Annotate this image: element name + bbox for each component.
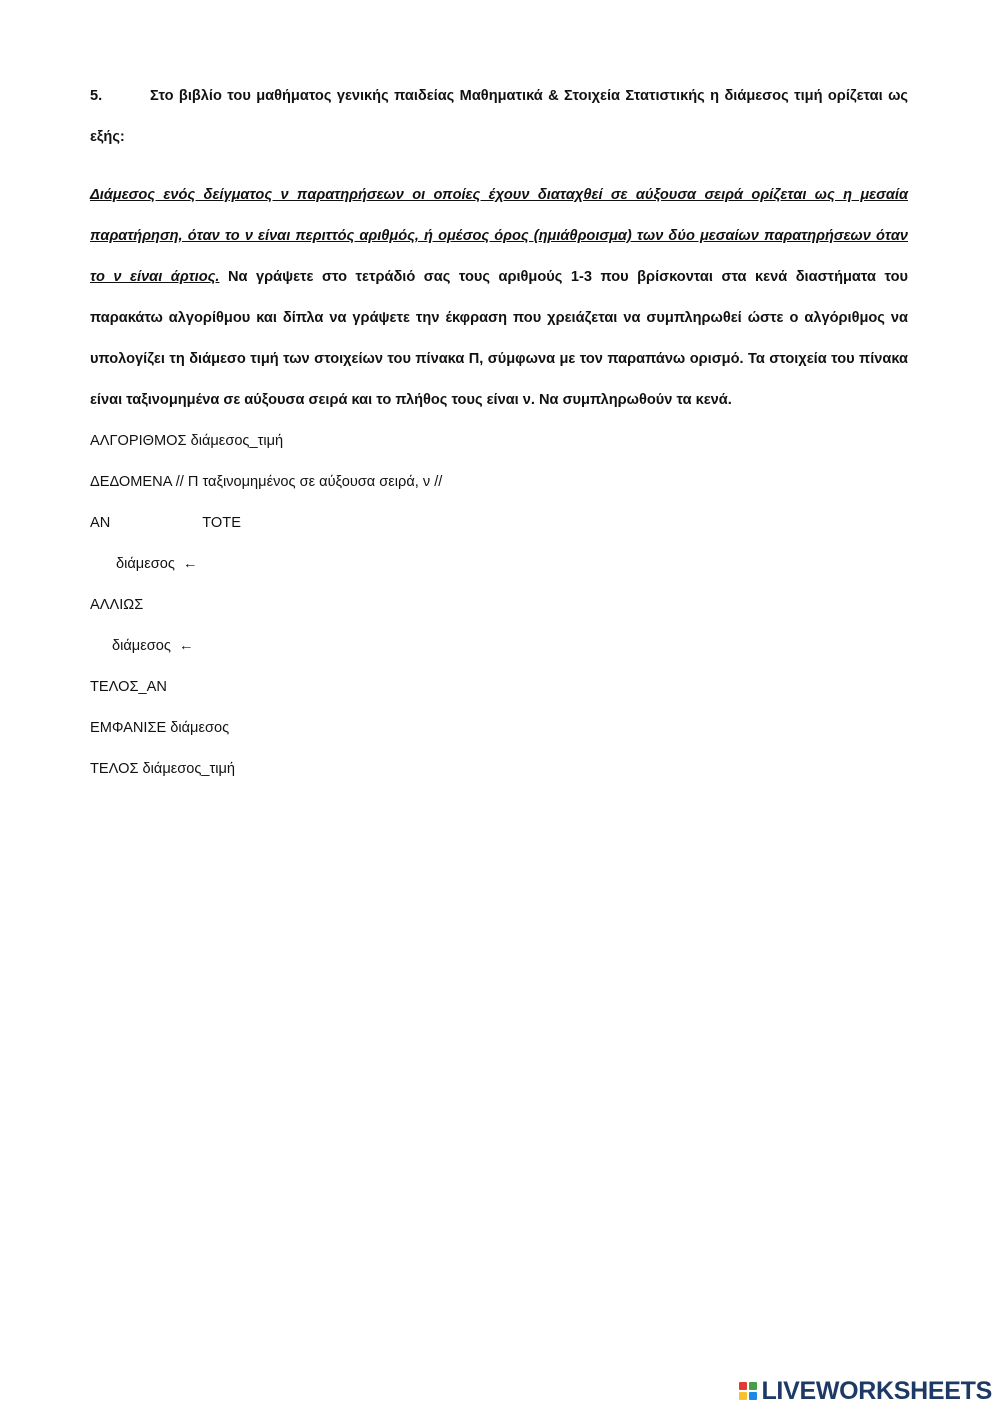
if-line bbox=[90, 503, 442, 544]
logo-square-yellow bbox=[739, 1392, 747, 1400]
logo-square-red bbox=[739, 1382, 747, 1390]
display-line: ΕΜΦΑΝΙΣΕ διάμεσος bbox=[90, 720, 230, 736]
else-line: ΑΛΛΙΩΣ bbox=[90, 597, 144, 613]
instructions-text: Να γράψετε στο τετράδιό σας τους αριθμούς 1-3 που βρίσκονται στα κενά διαστήματα του παρακάτω αλγορίθμου και δίπλα να γράψετε την έκφραση που χρειάζεται να συμπληρωθεί ώστε ο αλγόριθμος να υπολογίζει τη διάμεσο τιμή των στοιχείων του πίνακα Π, σύμφωνα με τον παραπάνω ορισμό. Τα στοιχεία του πίνακα είναι ταξινομημένα σε αύξουσα σειρά και το πλήθος τους είναι ν. Να συμπληρωθούν τα κενά. bbox=[90, 269, 908, 408]
algorithm-data-line: ΔΕΔΟΜΕΝΑ // Π ταξινομημένος σε αύξουσα σειρά, ν // bbox=[90, 474, 443, 490]
logo-mark-icon bbox=[739, 1382, 757, 1400]
end-if-line: ΤΕΛΟΣ_ΑΝ bbox=[90, 679, 167, 695]
algorithm-end-line: ΤΕΛΟΣ διάμεσος_τιμή bbox=[90, 761, 236, 777]
question-intro: Στο βιβλίο του μαθήματος γενικής παιδείας Μαθηματικά & Στοιχεία Στατιστικής η διάμεσος τιμή ορίζεται ως εξής: bbox=[90, 88, 908, 145]
logo-square-green bbox=[749, 1382, 757, 1390]
assign-variable-1: διάμεσος bbox=[116, 556, 175, 572]
assign-variable-2: διάμεσος bbox=[112, 638, 171, 654]
assign-line-1 bbox=[90, 544, 442, 585]
if-keyword: ΑΝ bbox=[90, 515, 111, 531]
definition-paragraph bbox=[90, 175, 908, 421]
assign-line-2 bbox=[90, 626, 442, 667]
then-keyword: ΤΟΤΕ bbox=[202, 515, 241, 531]
assign-arrow-icon: ← bbox=[178, 638, 194, 654]
question-paragraph bbox=[90, 76, 908, 158]
algorithm-header: ΑΛΓΟΡΙΘΜΟΣ διάμεσος_τιμή bbox=[90, 433, 284, 449]
algorithm-block bbox=[90, 421, 442, 790]
question-number: 5. bbox=[90, 88, 103, 104]
logo-text: LIVEWORKSHEETS bbox=[761, 1376, 992, 1405]
assign-arrow-icon: ← bbox=[182, 556, 198, 572]
median-definition: Διάμεσος ενός δείγματος ν παρατηρήσεων οι οποίες έχουν διαταχθεί σε αύξουσα σειρά ορίζεται ως η μεσαία παρατήρηση, όταν το ν είναι περιττός αριθμός, ή ομέσος όρος (ημιάθροισμα) των δύο μεσαίων παρατηρήσεων όταν το ν είναι άρτιος. bbox=[90, 187, 908, 285]
logo-square-blue bbox=[749, 1392, 757, 1400]
liveworksheets-logo bbox=[739, 1378, 992, 1404]
